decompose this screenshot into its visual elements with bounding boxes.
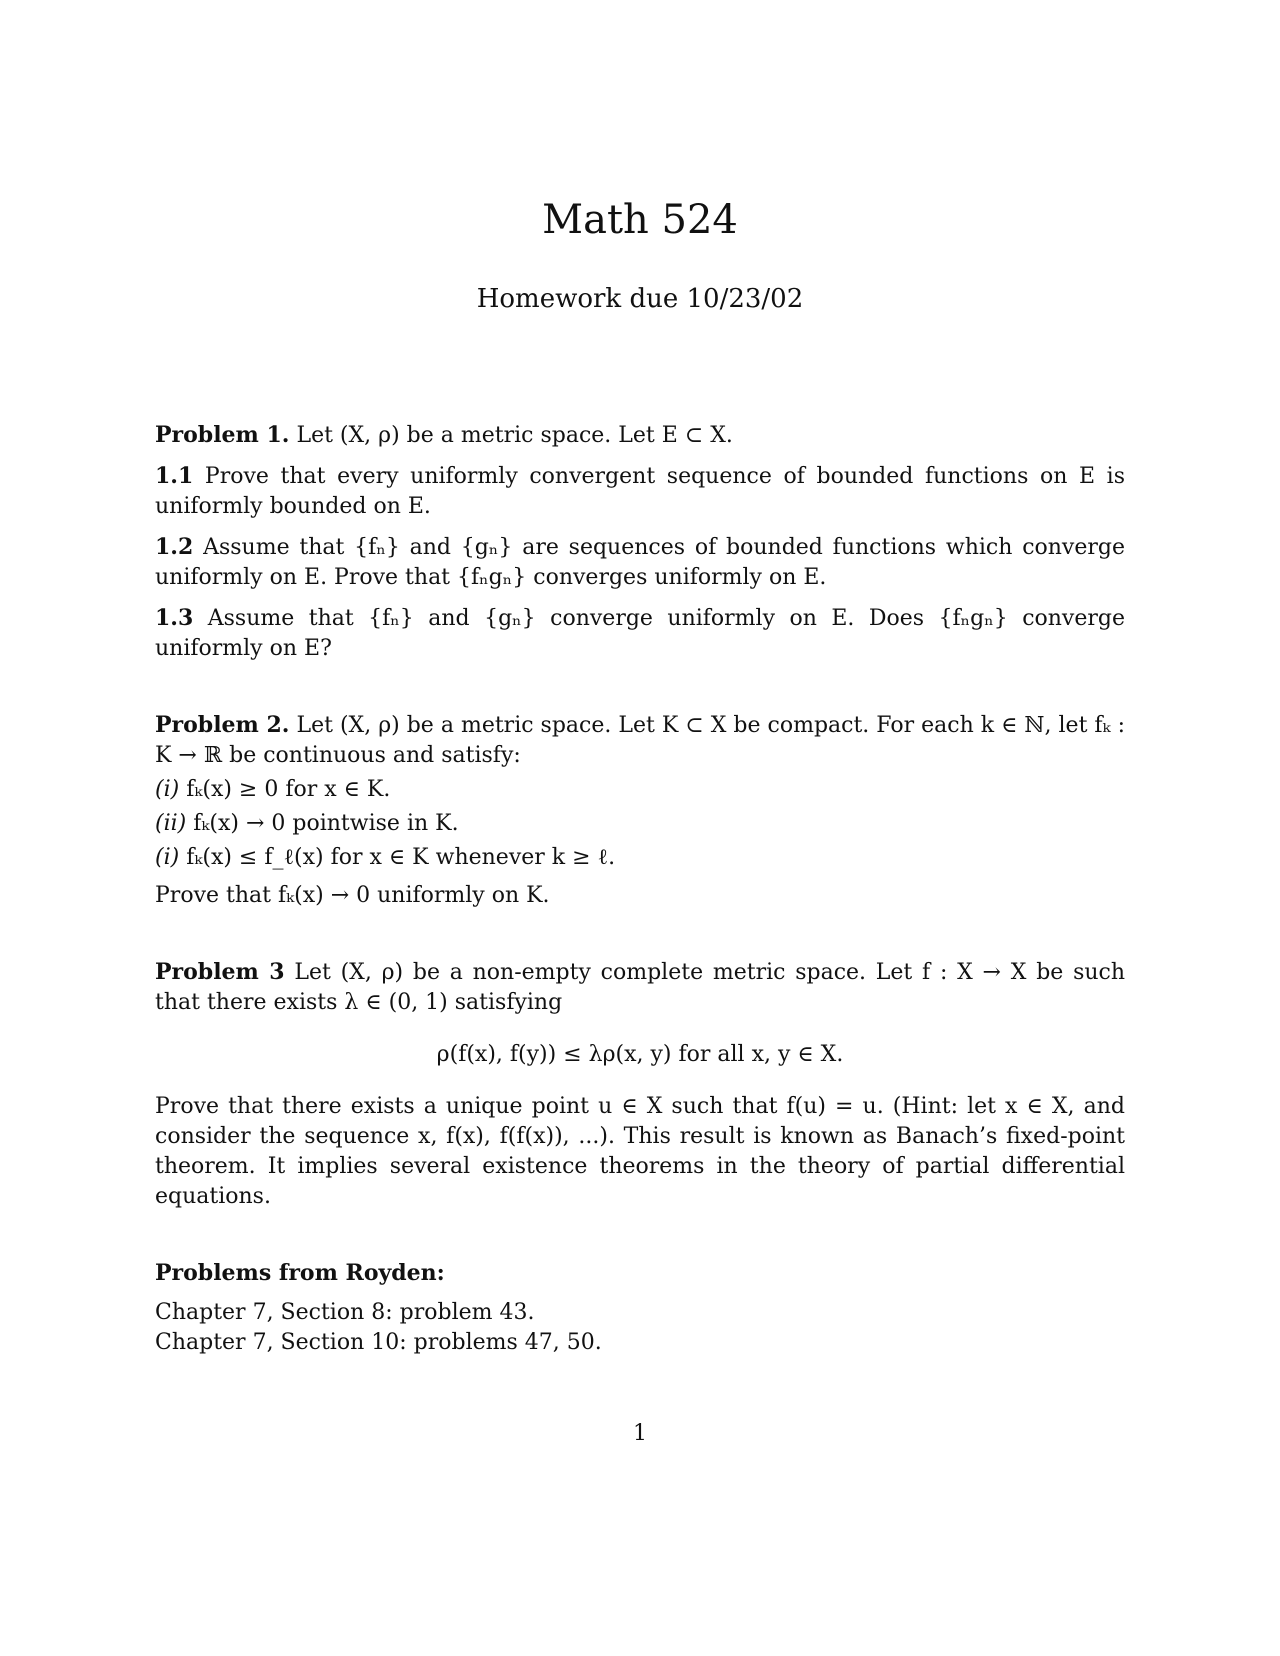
condition-tag: (i)	[155, 845, 180, 870]
problem-1	[155, 420, 1125, 664]
problem-1-text: Let (X, ρ) be a metric space. Let E ⊂ X.	[296, 423, 733, 448]
condition-text: fₖ(x) ≤ f_ℓ(x) for x ∈ K whenever k ≥ ℓ.	[186, 845, 616, 870]
condition-text: fₖ(x) ≥ 0 for x ∈ K.	[186, 777, 391, 802]
problem-2-conclusion: Prove that fₖ(x) → 0 uniformly on K.	[155, 883, 550, 908]
condition-line	[155, 775, 1125, 805]
problem-2	[155, 710, 1125, 911]
problem-2-text: Let (X, ρ) be a metric space. Let K ⊂ X be compact. For each k ∈ ℕ, let fₖ : K → ℝ be continuous and satisfy:	[155, 713, 1125, 768]
part-number: 1.2	[155, 534, 194, 560]
problem-3-label: Problem 3	[155, 959, 285, 985]
condition-text: fₖ(x) → 0 pointwise in K.	[193, 811, 459, 836]
problem-3-text: Let (X, ρ) be a non-empty complete metric space. Let f : X → X be such that there exists λ ∈ (0, 1) satisfying	[155, 960, 1126, 1015]
problem-3	[155, 957, 1125, 1212]
page-subtitle: Homework due 10/23/02	[476, 284, 804, 314]
royden-line: Chapter 7, Section 8: problem 43.	[155, 1300, 535, 1325]
problem-1-intro	[155, 420, 1125, 451]
problem-2-intro	[155, 710, 1125, 771]
problem-3-intro	[155, 957, 1125, 1018]
page-title: Math 524	[542, 197, 738, 243]
royden-line: Chapter 7, Section 10: problems 47, 50.	[155, 1330, 602, 1355]
condition-tag: (ii)	[155, 811, 187, 836]
condition-line	[155, 809, 1125, 839]
part-text: Assume that {fₙ} and {gₙ} are sequences of bounded functions which converge uniformly on E. Prove that {fₙgₙ} converges uniformly on E.	[155, 535, 1125, 590]
part-number: 1.1	[155, 463, 194, 489]
part-number: 1.3	[155, 605, 194, 631]
part-text: Assume that {fₙ} and {gₙ} converge uniformly on E. Does {fₙgₙ} converge uniformly on E?	[155, 606, 1126, 661]
problem-1-part	[155, 603, 1125, 664]
royden-list	[155, 1298, 1125, 1358]
part-text: Prove that every uniformly convergent sequence of bounded functions on E is uniformly bounded on E.	[155, 464, 1125, 519]
problem-2-label: Problem 2.	[155, 712, 290, 738]
condition-line	[155, 843, 1125, 873]
display-equation: ρ(f(x), f(y)) ≤ λρ(x, y) for all x, y ∈ X.	[436, 1042, 844, 1067]
problem-3-conclusion: Prove that there exists a unique point u ∈ X such that f(u) = u. (Hint: let x ∈ X, and consider the sequence x, f(x), f(f(x)), ...). This result is known as Banach’s fixed-point theorem. It implies several existence theorems in the theory of partial differential equations.	[155, 1094, 1125, 1209]
royden-heading: Problems from Royden:	[155, 1260, 445, 1286]
condition-tag: (i)	[155, 777, 180, 802]
document-body	[155, 420, 1125, 1358]
problem-1-part	[155, 532, 1125, 593]
problem-1-label: Problem 1.	[155, 422, 290, 448]
royden-section	[155, 1258, 1125, 1358]
problem-1-part	[155, 461, 1125, 522]
page-number: 1	[633, 1421, 647, 1446]
